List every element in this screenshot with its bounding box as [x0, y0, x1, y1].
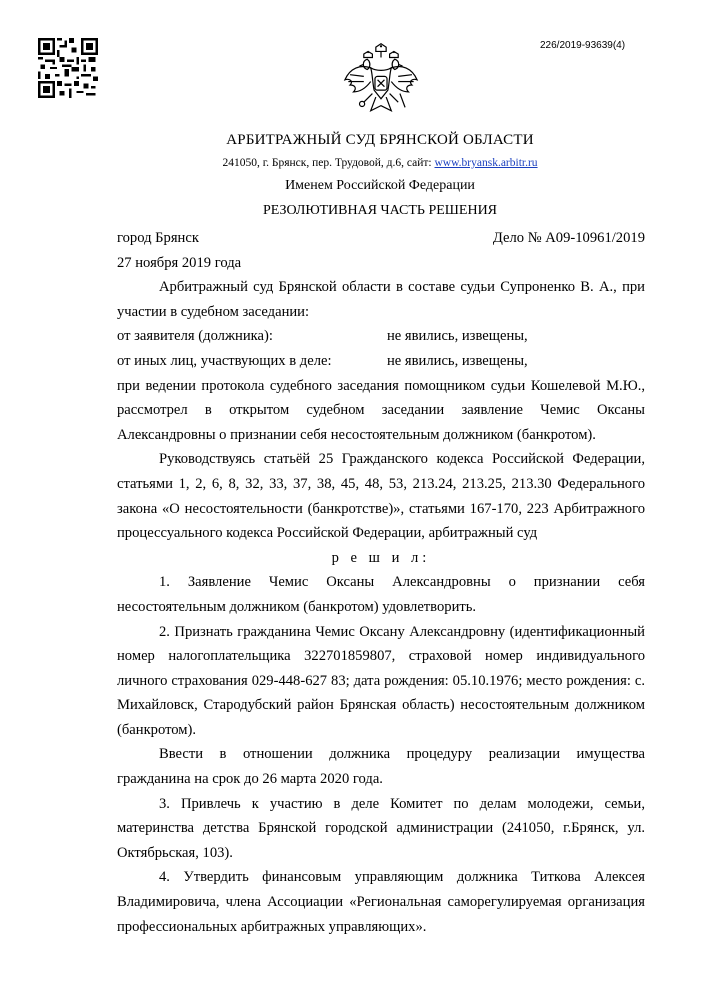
decision-date: 27 ноября 2019 года: [117, 254, 242, 271]
legal-basis-paragraph: Руководствуясь статьёй 25 Гражданского кодекса Российской Федерации, статьями 1, 2, 6, 8, 32, 33, 37, 38, 45, 48, 53, 213.24, 213.25, 213.30 Федерального закона «О несостоятельности (банкротстве)», статьями 167-170, 223 Арбитражного процессуального кодекса Российской Федерации, арбитражный суд: [117, 451, 645, 542]
russian-coat-of-arms-icon: [338, 42, 424, 128]
decided-heading: р е ш и л:: [331, 549, 431, 566]
court-name: АРБИТРАЖНЫЙ СУД БРЯНСКОЙ ОБЛАСТИ: [226, 132, 534, 148]
document-title: РЕЗОЛЮТИВНАЯ ЧАСТЬ РЕШЕНИЯ: [262, 203, 498, 218]
court-address: [0, 157, 710, 169]
others-label: от иных лиц, участвующих в деле:: [117, 352, 332, 369]
applicant-label: от заявителя (должника):: [117, 328, 273, 345]
decision-item-4: 4. Утвердить финансовым управляющим должника Титкова Алексея Владимировича, члена Ассоциации «Региональная саморегулируемая организация профессиональных арбитражных управляющих».: [117, 869, 645, 935]
others-row: [117, 349, 645, 374]
decision-item-1: 1. Заявление Чемис Оксаны Александровны о признании себя несостоятельным должником (банкротом) удовлетворить.: [117, 574, 645, 615]
composition-paragraph: Арбитражный суд Брянской области в составе судьи Супроненко В. А., при участии в судебном заседании:: [117, 279, 645, 320]
applicant-row: [117, 324, 645, 349]
document-body: [117, 226, 645, 939]
case-number: Дело № А09-10961/2019: [492, 230, 645, 246]
applicant-value: не явились, извещены,: [387, 328, 528, 345]
authority-line: Именем Российской Федерации: [285, 178, 475, 193]
address-text: 241050, г. Брянск, пер. Трудовой, д.6, сайт:: [222, 157, 435, 169]
decision-item-2: 2. Признать гражданина Чемис Оксану Александровну (идентификационный номер налогоплательщика 322701859807, страховой номер индивидуального личного страхования 029-448-627 83; дата рождения: 05.10.1976; место рождения: с. Михайловск, Стародубский район Брянская область) несостоятельным должником (банкротом).: [117, 623, 645, 738]
place-case-row: [117, 226, 645, 251]
decision-item-3: 3. Привлечь к участию в деле Комитет по делам молодежи, семьи, материнства детства Брянской городской администрации (241050, г.Брянск, ул. Октябрьская, 103).: [117, 795, 645, 861]
protocol-paragraph: при ведении протокола судебного заседания помощником судьи Кошелевой М.Ю., рассмотрел в открытом судебном заседании заявление Чемис Оксаны Александровны о признании себя несостоятельным должником (банкротом).: [117, 377, 645, 443]
case-code: 226/2019-93639(4): [540, 40, 626, 51]
decision-item-2-continuation: Ввести в отношении должника процедуру реализации имущества гражданина на срок до 26 марта 2020 года.: [117, 746, 645, 788]
qr-code-icon: [38, 38, 98, 98]
city: город Брянск: [117, 230, 199, 246]
court-site-link[interactable]: www.bryansk.arbitr.ru: [434, 157, 538, 169]
others-value: не явились, извещены,: [387, 352, 528, 369]
